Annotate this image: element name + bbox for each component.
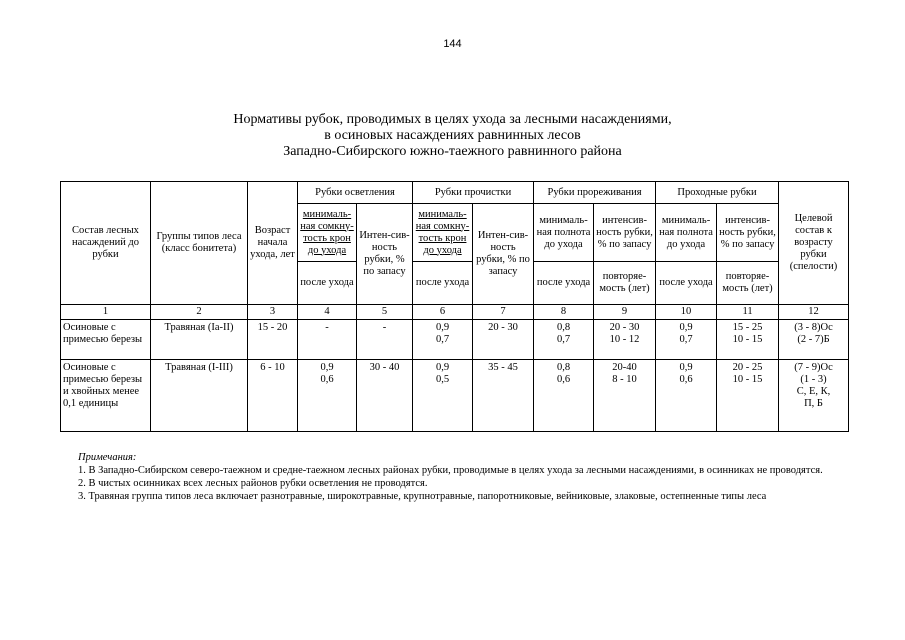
col-number: 11 bbox=[717, 305, 779, 320]
cell-light-closure: 0,9 0,6 bbox=[298, 360, 357, 432]
notes-section bbox=[60, 451, 848, 503]
note-item: 3. Травяная группа типов леса включает разнотравные, широкотравные, крупнотравные, папоротниковые, вейниковые, злаковые, остепненные типы леса bbox=[78, 491, 767, 502]
col-number: 4 bbox=[298, 305, 357, 320]
cell-thin-density: 0,8 0,6 bbox=[534, 360, 594, 432]
column-number-row bbox=[61, 305, 849, 320]
col-number: 7 bbox=[473, 305, 534, 320]
header-light-closure: минималь-ная сомкну-тость крон до ухода bbox=[298, 204, 357, 262]
cell-composition: Осиновые с примесью березы и хвойных менее 0,1 единицы bbox=[61, 360, 151, 432]
header-pass-repeat: повторяе-мость (лет) bbox=[717, 262, 779, 305]
col-number: 2 bbox=[151, 305, 248, 320]
header-clean-closure-after: после ухода bbox=[413, 262, 473, 305]
header-passage: Проходные рубки bbox=[656, 182, 779, 204]
cell-pass-density: 0,9 0,7 bbox=[656, 320, 717, 360]
col-number: 5 bbox=[357, 305, 413, 320]
header-target: Целевой состав к возрасту рубки (спелости) bbox=[779, 182, 849, 305]
col-number: 12 bbox=[779, 305, 849, 320]
cell-age: 6 - 10 bbox=[248, 360, 298, 432]
cell-pass-intensity: 20 - 25 10 - 15 bbox=[717, 360, 779, 432]
header-thin-intensity: интенсив-ность рубки, % по запасу bbox=[594, 204, 656, 262]
cell-thin-intensity: 20 - 30 10 - 12 bbox=[594, 320, 656, 360]
cell-target: (7 - 9)Ос (1 - 3) С, Е, К, П, Б bbox=[779, 360, 849, 432]
title-line-1: Нормативы рубок, проводимых в целях ухода за лесными насаждениями, bbox=[233, 112, 672, 127]
cell-clean-closure: 0,9 0,7 bbox=[413, 320, 473, 360]
cell-forest-type: Травяная (I-III) bbox=[151, 360, 248, 432]
cell-clean-closure: 0,9 0,5 bbox=[413, 360, 473, 432]
table-row bbox=[61, 320, 849, 360]
header-pass-intensity: интенсив-ность рубки, % по запасу bbox=[717, 204, 779, 262]
header-lightening: Рубки осветления bbox=[298, 182, 413, 204]
cell-clean-intensity: 20 - 30 bbox=[473, 320, 534, 360]
header-cleaning: Рубки прочистки bbox=[413, 182, 534, 204]
norms-table bbox=[60, 181, 849, 432]
table-row bbox=[61, 360, 849, 432]
col-number: 8 bbox=[534, 305, 594, 320]
cell-light-intensity: 30 - 40 bbox=[357, 360, 413, 432]
cell-age: 15 - 20 bbox=[248, 320, 298, 360]
header-light-closure-after: после ухода bbox=[298, 262, 357, 305]
page-number: 144 bbox=[443, 38, 462, 50]
cell-composition: Осиновые с примесью березы bbox=[61, 320, 151, 360]
header-pass-density: минималь-ная полнота до ухода bbox=[656, 204, 717, 262]
cell-target: (3 - 8)Ос (2 - 7)Б bbox=[779, 320, 849, 360]
header-thinning: Рубки прореживания bbox=[534, 182, 656, 204]
cell-pass-density: 0,9 0,6 bbox=[656, 360, 717, 432]
header-composition: Состав лесных насаждений до рубки bbox=[61, 182, 151, 305]
cell-thin-density: 0,8 0,7 bbox=[534, 320, 594, 360]
cell-thin-intensity: 20-40 8 - 10 bbox=[594, 360, 656, 432]
cell-light-closure: - bbox=[298, 320, 357, 360]
header-age-start: Возраст начала ухода, лет bbox=[248, 182, 298, 305]
note-item: 2. В чистых осинниках всех лесных районов рубки осветления не проводятся. bbox=[78, 478, 428, 489]
col-number: 3 bbox=[248, 305, 298, 320]
header-forest-type: Группы типов леса (класс бонитета) bbox=[151, 182, 248, 305]
cell-pass-intensity: 15 - 25 10 - 15 bbox=[717, 320, 779, 360]
title-line-2: в осиновых насаждениях равнинных лесов bbox=[324, 128, 581, 143]
header-light-intensity: Интен-сив-ность рубки, % по запасу bbox=[357, 204, 413, 305]
cell-light-intensity: - bbox=[357, 320, 413, 360]
notes-heading: Примечания: bbox=[78, 452, 137, 463]
note-item: 1. В Западно-Сибирском северо-таежном и средне-таежном лесных районах рубки, проводимые в целях ухода за лесными насаждениями, в осинниках не проводятся. bbox=[78, 465, 823, 476]
col-number: 9 bbox=[594, 305, 656, 320]
document-title bbox=[0, 112, 905, 160]
header-thin-density-after: после ухода bbox=[534, 262, 594, 305]
col-number: 6 bbox=[413, 305, 473, 320]
header-clean-intensity: Интен-сив-ность рубки, % по запасу bbox=[473, 204, 534, 305]
cell-clean-intensity: 35 - 45 bbox=[473, 360, 534, 432]
header-pass-density-after: после ухода bbox=[656, 262, 717, 305]
cell-forest-type: Травяная (Iа-II) bbox=[151, 320, 248, 360]
header-thin-repeat: повторяе-мость (лет) bbox=[594, 262, 656, 305]
header-thin-density: минималь-ная полнота до ухода bbox=[534, 204, 594, 262]
col-number: 10 bbox=[656, 305, 717, 320]
title-line-3: Западно-Сибирского южно-таежного равнинного района bbox=[283, 144, 622, 159]
header-clean-closure: минималь-ная сомкну-тость крон до ухода bbox=[413, 204, 473, 262]
col-number: 1 bbox=[61, 305, 151, 320]
